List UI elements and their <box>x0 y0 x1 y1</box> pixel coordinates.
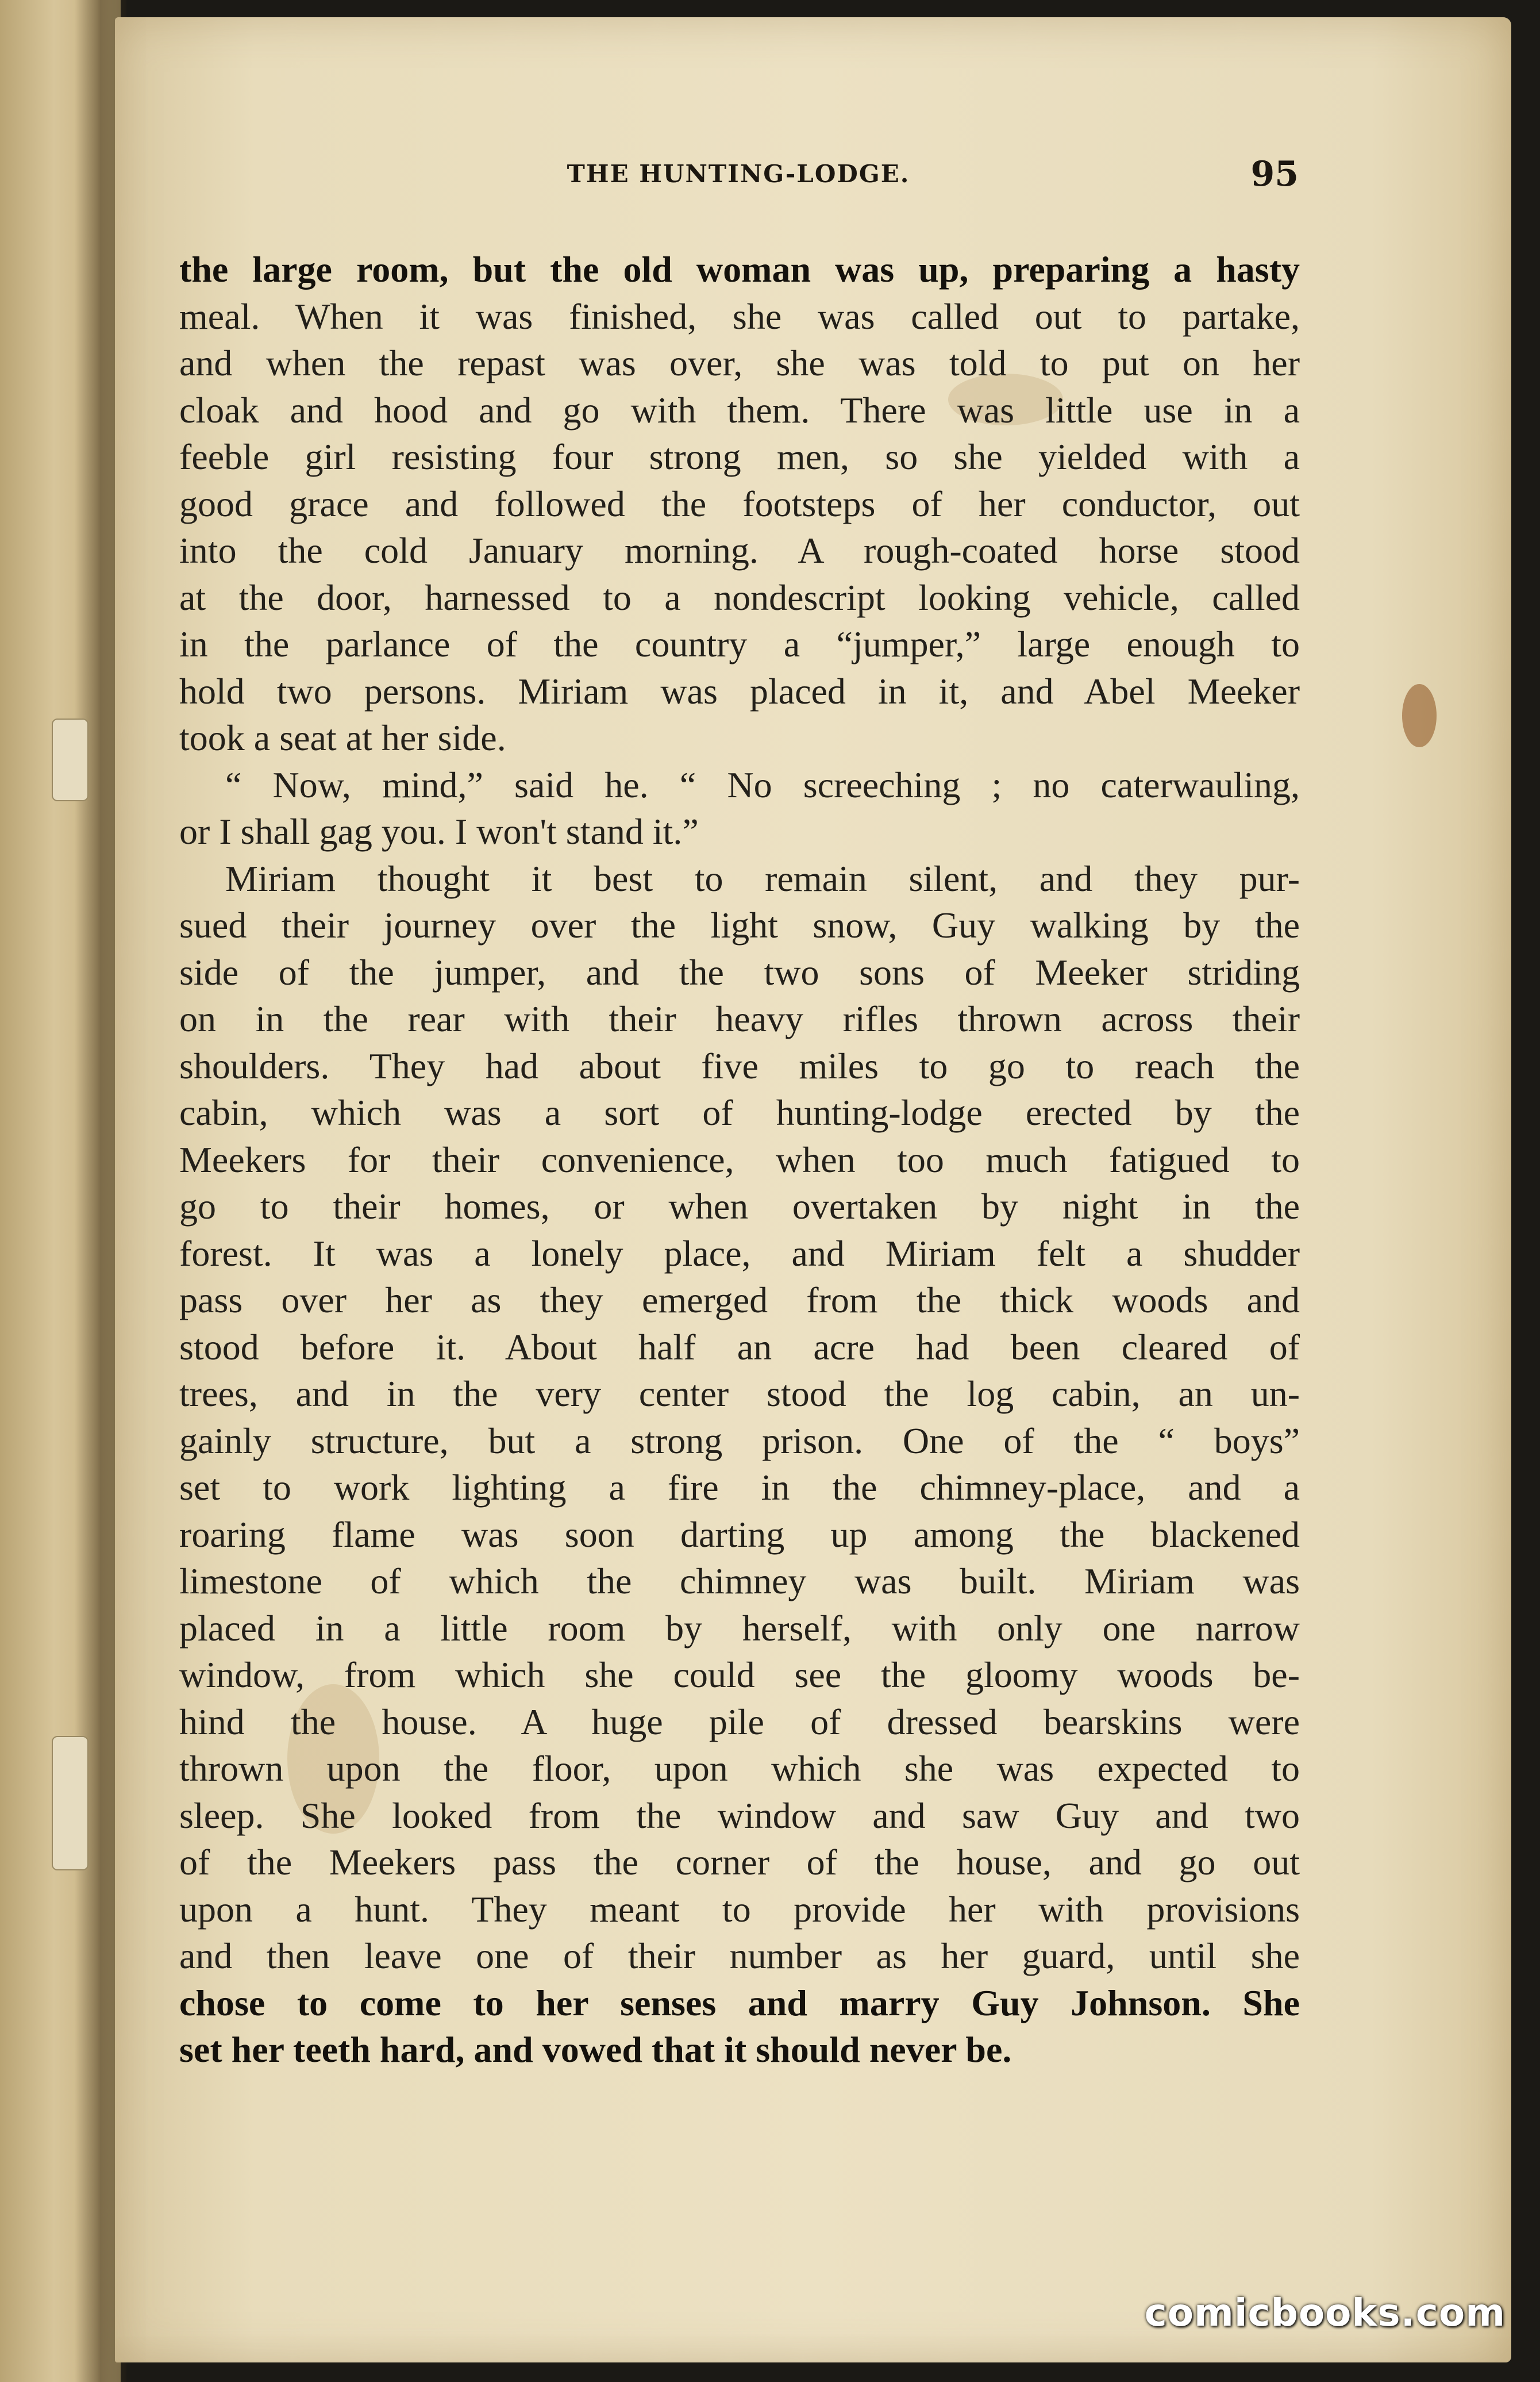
watermark-text: comicbooks.com <box>1144 2291 1506 2335</box>
text-line: meal. When it was finished, she was called out to partake, <box>179 295 1300 337</box>
text-line: or I shall gag you. I won't stand it.” <box>179 811 699 852</box>
text-line: sued their journey over the light snow, Guy walking by the <box>179 905 1300 946</box>
text-line: sleep. She looked from the window and saw Guy and two <box>179 1795 1300 1836</box>
text-line: feeble girl resisting four strong men, so she yielded with a <box>179 436 1300 477</box>
text-line: Miriam thought it best to remain silent, and they pur- <box>225 858 1300 899</box>
text-line: into the cold January morning. A rough-coated horse stood <box>179 530 1300 571</box>
text-line: hold two persons. Miriam was placed in it, and Abel Meeker <box>179 670 1300 712</box>
text-line: and when the repast was over, she was told to put on her <box>179 343 1300 383</box>
text-line: side of the jumper, and the two sons of Meeker striding <box>179 951 1300 993</box>
binding-thread <box>52 719 88 801</box>
text-line: the large room, but the old woman was up, preparing a hasty <box>179 249 1300 290</box>
text-line: forest. It was a lonely place, and Miriam felt a shudder <box>179 1232 1300 1274</box>
text-line: and then leave one of their number as her guard, until she <box>179 1935 1300 1976</box>
text-line: shoulders. They had about five miles to go to reach the <box>179 1045 1300 1086</box>
text-line: trees, and in the very center stood the log cabin, an un- <box>179 1373 1300 1414</box>
text-line: pass over her as they emerged from the thick woods and <box>179 1280 1300 1320</box>
text-line: gainly structure, but a strong prison. One of the “ boys” <box>179 1420 1300 1461</box>
paragraph <box>179 855 1300 2073</box>
paragraph <box>179 246 1300 762</box>
text-line: window, from which she could see the gloomy woods be- <box>179 1654 1300 1695</box>
running-head <box>178 154 1299 194</box>
paragraph <box>179 762 1300 855</box>
text-line: Meekers for their convenience, when too much fatigued to <box>179 1139 1300 1180</box>
text-line: set her teeth hard, and vowed that it should never be. <box>179 2029 1012 2070</box>
text-line: took a seat at her side. <box>179 717 506 758</box>
text-line: thrown upon the floor, upon which she was expected to <box>179 1748 1300 1789</box>
text-line: of the Meekers pass the corner of the house, and go out <box>179 1842 1300 1882</box>
text-line: upon a hunt. They meant to provide her with provisions <box>179 1888 1300 1930</box>
text-line: go to their homes, or when overtaken by night in the <box>179 1186 1300 1227</box>
text-line: at the door, harnessed to a nondescript looking vehicle, called <box>179 577 1300 618</box>
body-text <box>179 246 1300 2073</box>
page-number: 95 <box>1250 154 1299 194</box>
text-line: cabin, which was a sort of hunting-lodge erected by the <box>179 1092 1300 1133</box>
text-line: hind the house. A huge pile of dressed bearskins were <box>179 1701 1300 1742</box>
text-line: set to work lighting a fire in the chimney-place, and a <box>179 1467 1300 1508</box>
text-line: in the parlance of the country a “jumper,” large enough to <box>179 624 1300 664</box>
text-line: “ Now, mind,” said he. “ No screeching ; no caterwauling, <box>225 764 1300 805</box>
text-line: cloak and hood and go with them. There was little use in a <box>179 389 1300 431</box>
running-head-title: THE HUNTING-LODGE. <box>567 160 910 188</box>
text-line: placed in a little room by herself, with only one narrow <box>179 1607 1300 1649</box>
text-line: limestone of which the chimney was built. Miriam was <box>179 1561 1300 1601</box>
text-line: good grace and followed the footsteps of her conductor, out <box>179 483 1300 524</box>
binding-thread <box>52 1736 88 1870</box>
page-stain <box>1402 684 1437 747</box>
text-line: chose to come to her senses and marry Guy Johnson. She <box>179 1982 1300 2023</box>
text-line: roaring flame was soon darting up among the blackened <box>179 1513 1300 1555</box>
text-line: on in the rear with their heavy rifles thrown across their <box>179 998 1300 1039</box>
text-line: stood before it. About half an acre had been cleared of <box>179 1326 1300 1367</box>
